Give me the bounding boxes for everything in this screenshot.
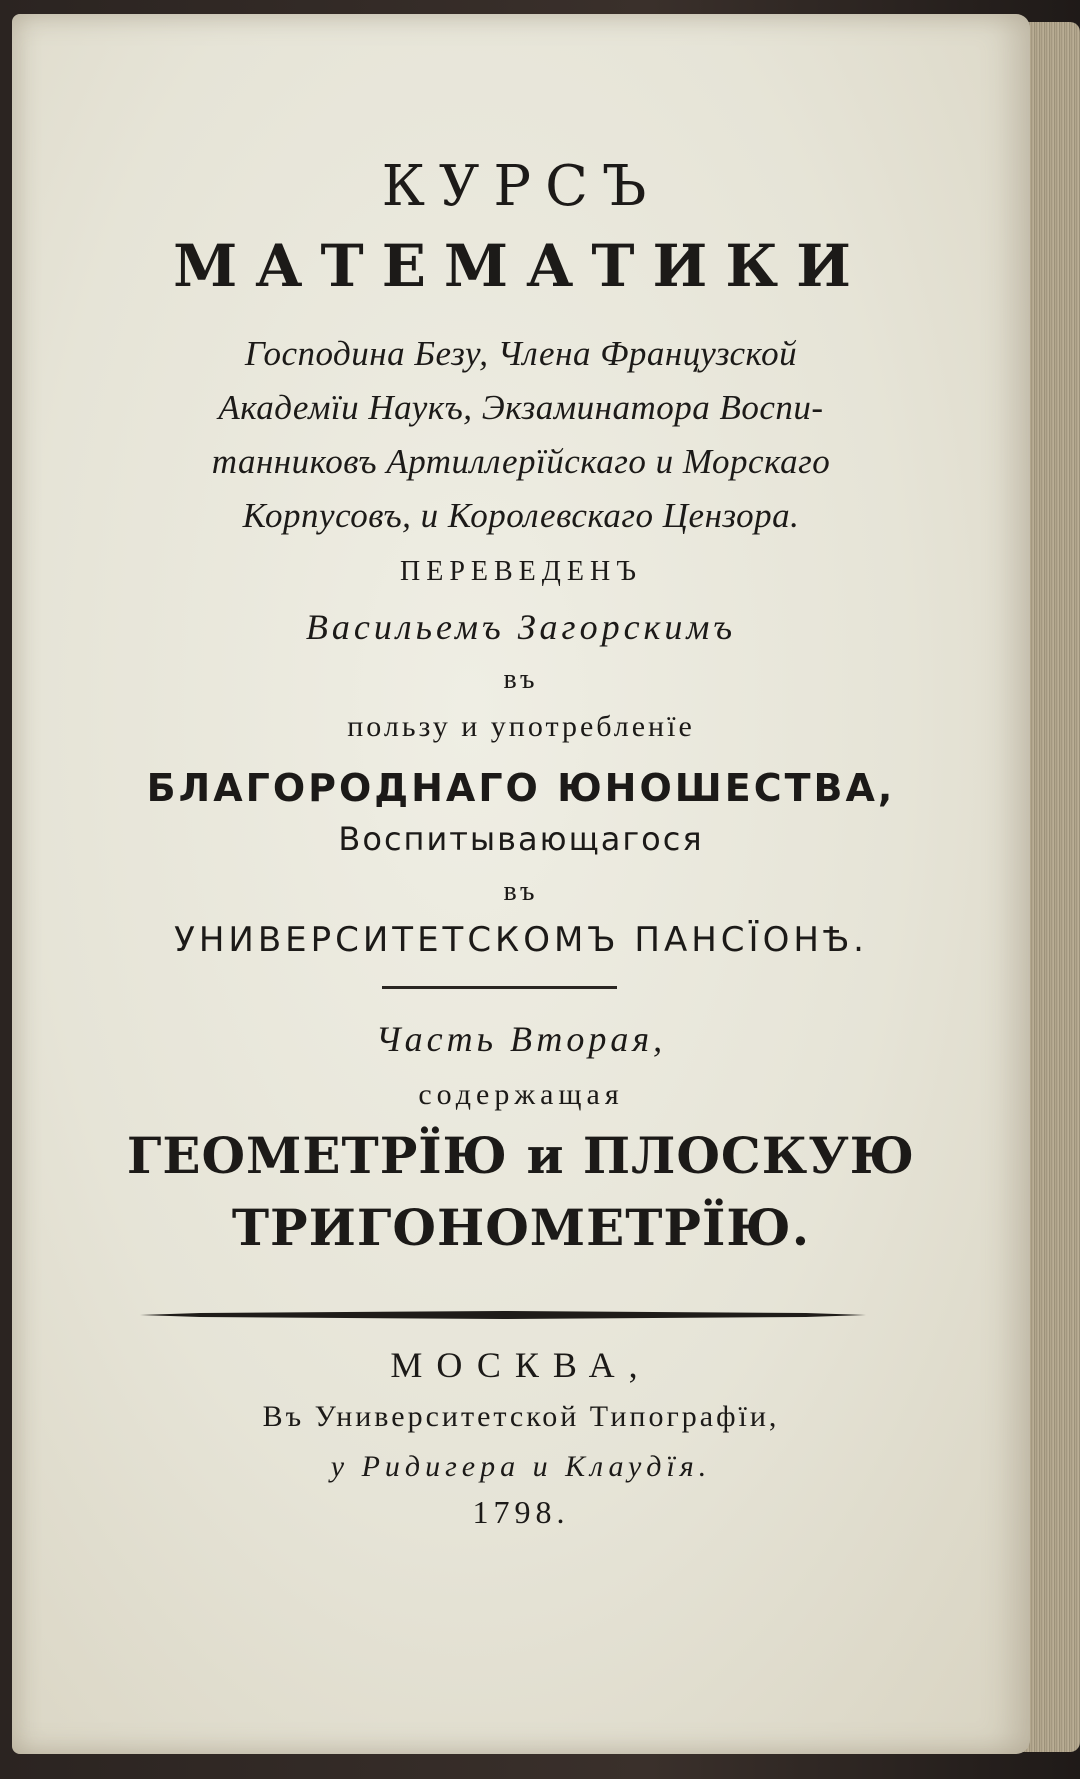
author-line-1: Господина Безу, Члена Французской <box>244 334 798 373</box>
title-line-2: МАТЕМАТИКИ <box>173 232 869 300</box>
author-line-4: Корпусовъ, и Королевскаго Цензора. <box>242 496 800 535</box>
year-line: 1798. <box>472 1494 570 1530</box>
author-line-3: танниковъ Артиллерїйскаго и Морскаго <box>211 442 831 481</box>
purpose-line: пользу и употребленїе <box>347 710 695 743</box>
pension-line: УНИВЕРСИТЕТСКОМЪ ПАНСЇОНѢ. <box>174 920 868 960</box>
subject-line-1: ГЕОМЕТРЇЮ и ПЛОСКУЮ <box>126 1126 916 1185</box>
short-divider <box>382 986 617 989</box>
printers-line: у Ридигера и Клаудїя. <box>330 1450 712 1483</box>
title-page-text <box>12 14 1030 1754</box>
author-line-2: Академїи Наукъ, Экзаминатора Воспи- <box>218 388 824 427</box>
subject-line-2: ТРИГОНОМЕТРЇЮ. <box>231 1198 811 1257</box>
translated-label: ПЕРЕВЕДЕНЪ <box>400 556 642 587</box>
press-line: Въ Университетской Типографїи, <box>262 1400 780 1433</box>
title-page <box>12 14 1030 1754</box>
translator-name: Васильемъ Загорскимъ <box>305 607 737 647</box>
part-line: Часть Вторая, <box>375 1019 667 1059</box>
city-line: МОСКВА, <box>390 1345 652 1385</box>
raised-line: Воспитывающагося <box>338 820 704 858</box>
preposition-in-1: въ <box>503 664 539 695</box>
long-divider <box>140 1310 866 1320</box>
preposition-in-2: въ <box>503 876 539 907</box>
containing-line: содержащая <box>418 1078 624 1111</box>
youth-line: БЛАГОРОДНАГО ЮНОШЕСТВА, <box>146 766 896 810</box>
title-line-1: КУРСЪ <box>381 154 661 219</box>
